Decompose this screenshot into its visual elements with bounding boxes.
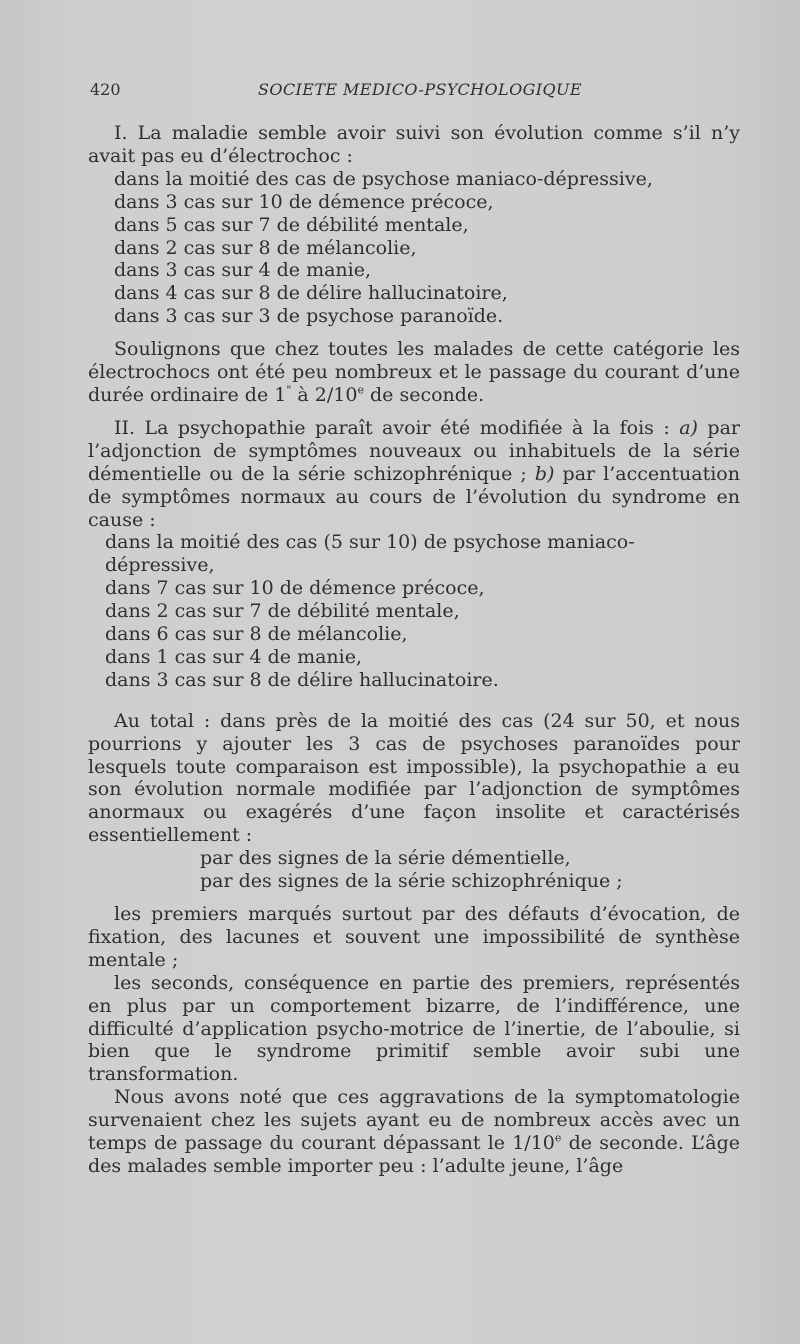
section-1-case-list xyxy=(88,168,740,328)
seconds-paragraph: les seconds, conséquence en partie des premiers, représentés en plus par un comportement bizarre, de l’indifférence, une difficulté d’application psycho-motrice de l’inertie, de l’aboulie, si bien que le syndrome primitif semble avoir subi une transformation. xyxy=(88,971,740,1086)
section-2-intro-end: par l’accentuation de symptômes normaux au cours de l’évolution du syndrome en cause : xyxy=(88,462,740,531)
list-item: dans 1 cas sur 4 de manie, xyxy=(105,645,363,668)
section-2-intro-mid: par l’adjonction de symptômes nouveaux ou inhabituels de la série démentielle ou de la série schizophrénique ; xyxy=(88,416,740,485)
aggravations-superscript-e: e xyxy=(554,1131,562,1145)
body-text xyxy=(88,122,740,1178)
list-item: dans 5 cas sur 7 de débilité mentale, xyxy=(114,213,469,236)
list-item: dans 3 cas sur 10 de démence précoce, xyxy=(114,190,494,213)
summary-paragraph: Au total : dans près de la moitié des cas (24 sur 50, et nous pourrions y ajouter les 3 cas de psychoses paranoïdes pour lesquels toute comparaison est impossible), la psychopathie a eu son évolution normale modifiée par l’adjonction de symptômes anormaux ou exagérés d’une façon insolite et caractérisés essentiellement : xyxy=(88,709,740,847)
list-item: dans la moitié des cas de psychose maniaco-dépressive, xyxy=(114,167,653,190)
running-head: SOCIETE MEDICO-PSYCHOLOGIQUE xyxy=(258,80,582,99)
list-item: dans 3 cas sur 8 de délire hallucinatoire. xyxy=(105,668,499,691)
page-number: 420 xyxy=(90,80,121,99)
list-item: dans 7 cas sur 10 de démence précoce, xyxy=(105,577,485,600)
page-header xyxy=(90,80,740,102)
list-item: dans 3 cas sur 4 de manie, xyxy=(114,259,372,282)
section-2-case-list xyxy=(88,531,740,691)
list-item: dans 3 cas sur 3 de psychose paranoïde. xyxy=(114,305,504,328)
aggravations-paragraph xyxy=(88,1086,740,1178)
note-text-start: Soulignons que chez toutes les malades de cette catégorie les électrochocs ont été peu nombreux et le passage du courant d’une durée ordinaire de 1 xyxy=(88,338,740,406)
list-item: par des signes de la série schizophrénique ; xyxy=(200,870,623,893)
section-1-intro: I. La maladie semble avoir suivi son évolution comme s’il n’y avait pas eu d’électrochoc : xyxy=(88,122,740,167)
note-superscript-e: e xyxy=(357,383,364,397)
list-item: dans 2 cas sur 7 de débilité mentale, xyxy=(105,600,460,623)
list-item: dans la moitié des cas (5 sur 10) de psychose maniaco-dépressive, xyxy=(105,531,635,577)
list-item: dans 4 cas sur 8 de délire hallucinatoire, xyxy=(114,282,508,305)
aggravations-text-start: Nous avons noté que ces aggravations de la symptomatologie survenaient chez les sujets ayant eu de nombreux accès avec un temps de passage du courant dépassant le 1/10 xyxy=(88,1086,740,1155)
note-superscript-seconds: " xyxy=(286,383,292,397)
series-list xyxy=(88,847,740,893)
marker-a: a) xyxy=(679,416,698,439)
premiers-paragraph: les premiers marqués surtout par des défauts d’évocation, de fixation, des lacunes et souvent une impossibilité de synthèse mentale ; xyxy=(88,903,740,971)
note-text-end: de seconde. xyxy=(363,383,485,406)
list-item: par des signes de la série démentielle, xyxy=(200,847,571,870)
list-item: dans 6 cas sur 8 de mélancolie, xyxy=(105,623,408,646)
marker-b: b) xyxy=(534,462,555,485)
section-1-note xyxy=(88,338,740,407)
aggravations-text-end: de seconde. L’âge des malades semble importer peu : l’adulte jeune, l’âge xyxy=(88,1132,740,1177)
list-item: dans 2 cas sur 8 de mélancolie, xyxy=(114,236,417,259)
note-text-mid: à 2/10 xyxy=(291,383,358,406)
section-2-intro xyxy=(88,417,740,532)
section-2-intro-start: II. La psychopathie paraît avoir été modifiée à la fois : xyxy=(114,416,680,439)
